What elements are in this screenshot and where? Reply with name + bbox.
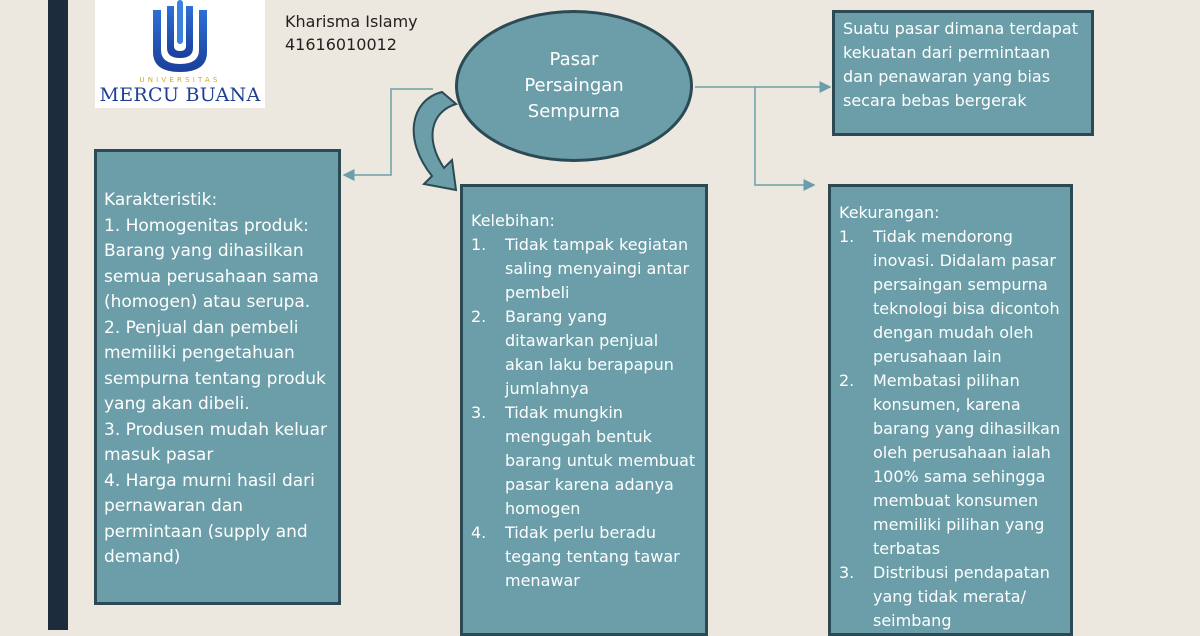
kekurangan-box bbox=[828, 184, 1073, 636]
author-id: 41616010012 bbox=[285, 35, 397, 54]
kekurangan-list bbox=[839, 225, 1064, 633]
list-item-number: 2. bbox=[839, 371, 855, 390]
karakteristik-title: Karakteristik: bbox=[104, 190, 218, 210]
list-item-text: Barang yang ditawarkan penjual akan laku berapapun jumlahnya bbox=[505, 307, 674, 398]
kelebihan-box bbox=[460, 184, 708, 636]
pasar-persaingan-sempurna-node bbox=[455, 10, 693, 162]
list-item-text: Tidak mungkin mengugah bentuk barang untuk membuat pasar karena adanya homogen bbox=[505, 403, 696, 518]
list-item-number: 1. bbox=[471, 235, 487, 254]
list-item bbox=[839, 369, 1064, 561]
kelebihan-title: Kelebihan: bbox=[471, 211, 555, 230]
list-item-text: Membatasi pilihan konsumen, karena barang yang dihasilkan oleh perusahaan ialah 100% sama sehingga membuat konsumen memiliki pilihan yang terbatas bbox=[873, 371, 1061, 558]
definition-text: Suatu pasar dimana terdapat kekuatan dari permintaan dan penawaran yang bias secara bebas bergerak bbox=[843, 19, 1078, 110]
list-item-text: Tidak perlu beradu tegang tentang tawar menawar bbox=[505, 523, 680, 590]
author-name: Kharisma Islamy bbox=[285, 12, 418, 31]
curved-arrow-to-kelebihan bbox=[414, 92, 456, 190]
list-item-number: 3. bbox=[839, 563, 855, 582]
karakteristik-item-4: 4. Harga murni hasil dari pernawaran dan permintaan (supply and demand) bbox=[104, 470, 315, 567]
center-line-2: Persaingan bbox=[524, 75, 624, 96]
list-item bbox=[471, 305, 699, 401]
karakteristik-box bbox=[94, 149, 341, 605]
list-item-number: 3. bbox=[471, 403, 487, 422]
logo-subtitle: UNIVERSITAS bbox=[139, 76, 221, 84]
list-item bbox=[471, 521, 699, 593]
list-item-number: 1. bbox=[839, 227, 855, 246]
center-title bbox=[514, 47, 634, 125]
karakteristik-item-1: 1. Homogenitas produk: Barang yang dihasilkan semua perusahaan sama (homogen) atau serupa. bbox=[104, 215, 319, 312]
list-item-number: 4. bbox=[471, 523, 487, 542]
center-line-3: Sempurna bbox=[527, 101, 621, 122]
list-item-text: Tidak mendorong inovasi. Didalam pasar persaingan sempurna teknologi bisa dicontoh dengan mudah oleh perusahaan lain bbox=[873, 227, 1060, 366]
connector-to-kekurangan bbox=[755, 87, 814, 185]
kekurangan-title: Kekurangan: bbox=[839, 203, 940, 222]
list-item bbox=[471, 401, 699, 521]
kelebihan-list bbox=[471, 233, 699, 593]
list-item-text: Tidak tampak kegiatan saling menyaingi antar pembeli bbox=[505, 235, 690, 302]
list-item bbox=[839, 225, 1064, 369]
list-item bbox=[839, 561, 1064, 633]
list-item bbox=[471, 233, 699, 305]
karakteristik-item-2: 2. Penjual dan pembeli memiliki pengetahuan sempurna tentang produk yang akan dibeli. bbox=[104, 317, 326, 414]
karakteristik-item-3: 3. Produsen mudah keluar masuk pasar bbox=[104, 419, 327, 465]
center-line-1: Pasar bbox=[549, 49, 599, 70]
list-item-number: 2. bbox=[471, 307, 487, 326]
logo-name: MERCU BUANA bbox=[99, 84, 261, 106]
list-item-text: Distribusi pendapatan yang tidak merata/ seimbang bbox=[873, 563, 1050, 630]
definition-box bbox=[832, 10, 1094, 136]
